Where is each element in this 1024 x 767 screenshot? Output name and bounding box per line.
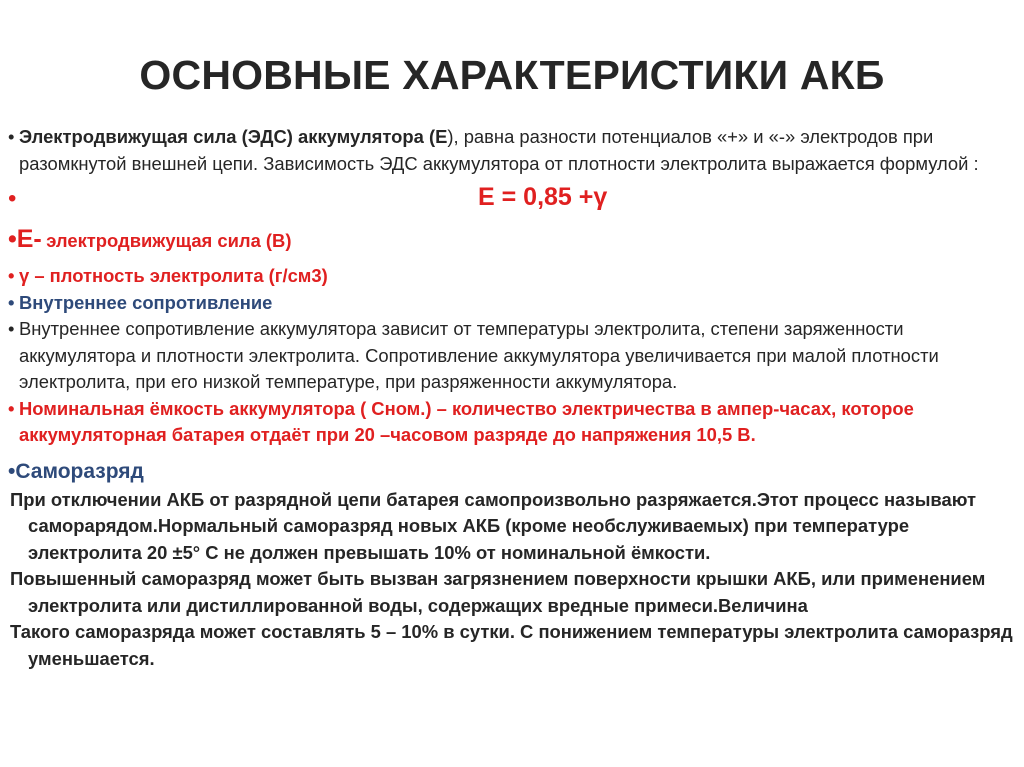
e-definition-text: электродвижущая сила (В)	[46, 230, 292, 251]
resistance-paragraph: • Внутреннее сопротивление аккумулятора зависит от температуры электролита, степени заряженности аккумулятора и плотности электролита. Сопротивление аккумулятора увеличивается при малой плотности электролита, при его низкой температуре, при разряженности аккумулятора.	[8, 316, 1014, 396]
self-discharge-paragraph-1: При отключении АКБ от разрядной цепи батарея самопроизвольно разряжается.Этот процесс называют саморарядом.Нормальный саморазряд новых АКБ (кроме необслуживаемых) при температуре электролита 20 ±5° С не должен превышать 10% от номинальной ёмкости.	[10, 488, 976, 563]
e-definition	[8, 225, 1014, 261]
e-symbol: •Е-	[8, 225, 42, 253]
slide-title: ОСНОВНЫЕ ХАРАКТЕРИСТИКИ АКБ	[139, 52, 885, 98]
emf-text: ), равна разности потенциалов «+» и «-» электродов при разомкнутой внешней цепи. Зависимость ЭДС аккумулятора от плотности электролита выражается формулой :	[19, 126, 979, 174]
emf-paragraph	[8, 124, 1014, 177]
self-discharge-paragraph-3: Такого саморазряда может составлять 5 – 10% в сутки. С понижением температуры электролита саморазряд уменьшается.	[10, 621, 1013, 669]
emf-formula: Е = 0,85 +γ	[478, 183, 608, 211]
gamma-definition: • γ – плотность электролита (г/см3)	[8, 263, 1014, 290]
formula-row	[8, 183, 1014, 223]
self-discharge-heading: •Саморазряд	[8, 459, 144, 483]
self-discharge-paragraph-2: Повышенный саморазряд может быть вызван загрязнением поверхности крышки АКБ, или применением электролита или дистиллированной воды, содержащих вредные примеси.Величина	[10, 568, 986, 616]
formula-bullet: •	[8, 185, 17, 212]
slide-content	[8, 124, 1014, 672]
emf-term: Электродвижущая сила (ЭДС) аккумулятора (Е	[19, 126, 448, 147]
capacity-paragraph: • Номинальная ёмкость аккумулятора ( Сном.) – количество электричества в ампер-часах, которое аккумуляторная батарея отдаёт при 20 –часовом разряде до напряжения 10,5 В.	[8, 396, 1014, 449]
resistance-heading: • Внутреннее сопротивление	[8, 290, 1014, 317]
